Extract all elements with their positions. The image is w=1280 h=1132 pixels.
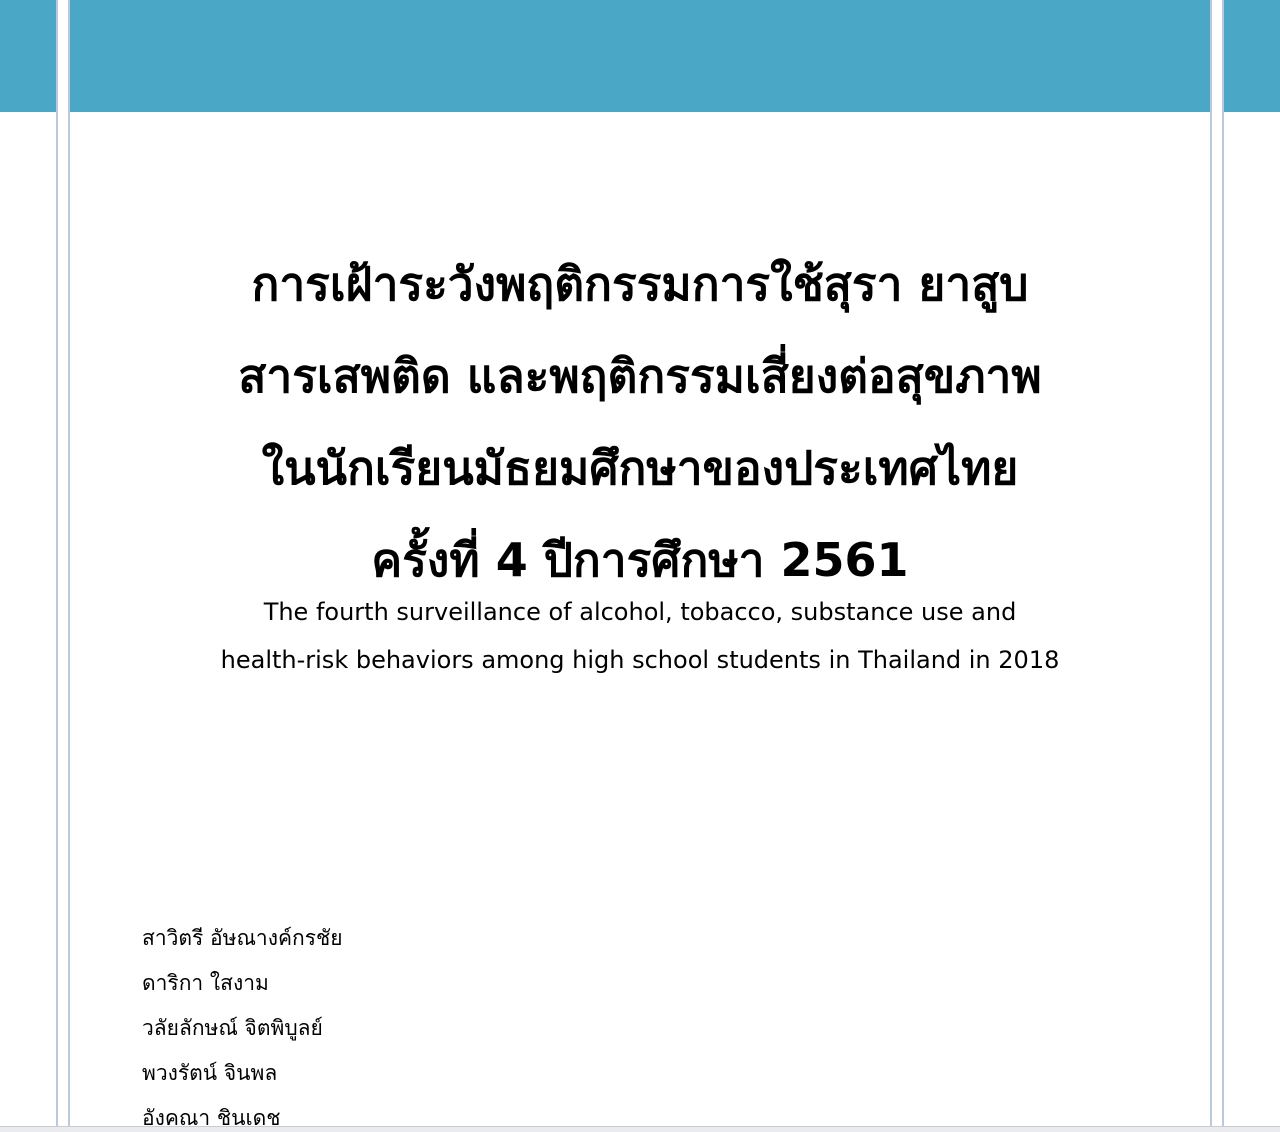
cover-title-line: ในนักเรียนมัธยมศึกษาของประเทศไทย xyxy=(261,441,1019,495)
author-name: อังคณา ชินเดช xyxy=(142,1106,281,1126)
author-name: พวงรัตน์ จินพล xyxy=(142,1061,278,1085)
adjacent-page-left-band xyxy=(0,0,56,112)
author-name: สาวิตรี อัษณางค์กรชัย xyxy=(142,926,343,950)
cover-subtitle-line: The fourth surveillance of alcohol, tobacco, substance use and xyxy=(263,598,1017,626)
author-list xyxy=(142,916,343,1126)
cover-title-line: สารเสพติด และพฤติกรรมเสี่ยงต่อสุขภาพ xyxy=(238,349,1042,403)
cover-header-band xyxy=(70,0,1210,112)
author-name: ดาริกา ใสงาม xyxy=(142,971,269,995)
viewer-bottom-bar xyxy=(0,1126,1280,1132)
author-name: วลัยลักษณ์ จิตพิบูลย์ xyxy=(142,1016,323,1040)
cover-subtitle xyxy=(70,588,1210,684)
cover-title xyxy=(70,238,1210,606)
cover-subtitle-line: health-risk behaviors among high school students in Thailand in 2018 xyxy=(220,646,1060,674)
document-page[interactable] xyxy=(68,0,1212,1126)
cover-title-line: ครั้งที่ 4 ปีการศึกษา 2561 xyxy=(371,533,909,587)
cover-title-line: การเฝ้าระวังพฤติกรรมการใช้สุรา ยาสูบ xyxy=(251,257,1029,311)
adjacent-page-right-edge xyxy=(1222,0,1224,1126)
adjacent-page-right-band xyxy=(1224,0,1280,112)
adjacent-page-left-edge xyxy=(56,0,58,1126)
